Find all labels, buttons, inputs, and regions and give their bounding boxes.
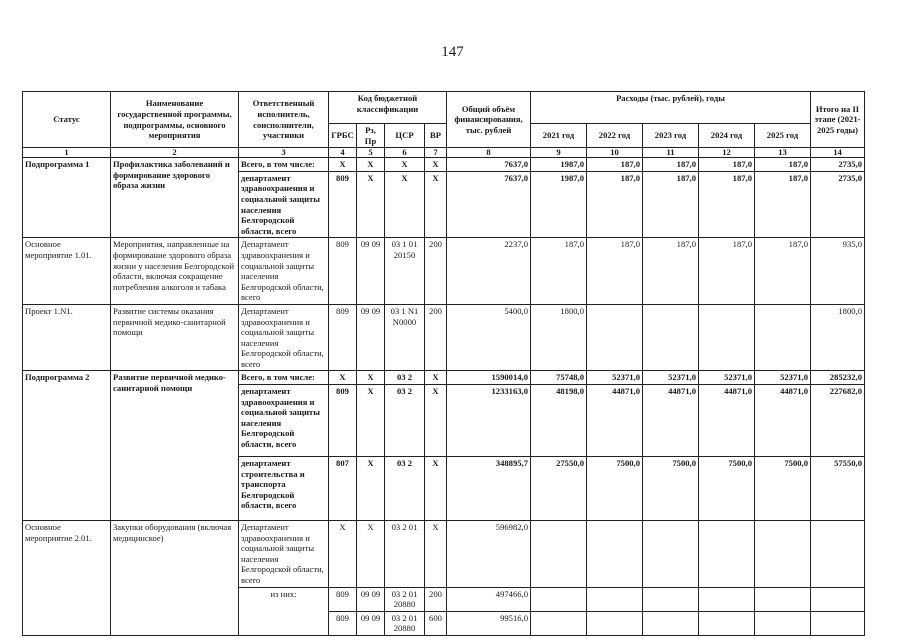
row-name: Закупки оборудования (включая медицинское) [111, 521, 239, 636]
budget-table [22, 91, 865, 636]
row-year-2022 [587, 521, 643, 588]
row-status: Проект 1.N1. [23, 304, 111, 371]
row-stage-total: 227682,0 [811, 385, 865, 457]
row-year-2022: 7500,0 [587, 457, 643, 521]
column-number: 5 [357, 148, 385, 158]
row-grbs: 809 [329, 304, 357, 371]
row-year-2021: 75748,0 [531, 371, 587, 385]
row-rzpr: X [357, 521, 385, 588]
row-vr: X [425, 171, 447, 238]
row-executor: Департамент здравоохранения и социальной защиты населения Белгородской области, всего [239, 521, 329, 588]
row-total: 2237,0 [447, 238, 531, 305]
row-year-2024: 187,0 [699, 238, 755, 305]
row-stage-total [811, 611, 865, 635]
row-csr: 03 1 01 20150 [385, 238, 425, 305]
row-status: Основное мероприятие 1.01. [23, 238, 111, 305]
row-vr: 200 [425, 304, 447, 371]
row-grbs: X [329, 371, 357, 385]
row-year-2025 [755, 521, 811, 588]
column-number: 8 [447, 148, 531, 158]
row-vr: X [425, 158, 447, 172]
row-year-2023: 187,0 [643, 158, 699, 172]
row-grbs: 809 [329, 611, 357, 635]
column-number: 11 [643, 148, 699, 158]
column-number: 6 [385, 148, 425, 158]
header-executor: Ответственный исполнитель, соисполнители, участники [239, 92, 329, 148]
row-year-2024 [699, 587, 755, 611]
header-status: Статус [23, 92, 111, 148]
row-year-2024 [699, 611, 755, 635]
header-rzpr: Рз, Пр [357, 124, 385, 148]
row-csr: 03 2 [385, 371, 425, 385]
row-year-2024 [699, 521, 755, 588]
row-rzpr: X [357, 457, 385, 521]
row-vr: X [425, 371, 447, 385]
page-number: 147 [441, 44, 464, 60]
row-year-2023: 187,0 [643, 238, 699, 305]
row-total: 5400,0 [447, 304, 531, 371]
row-year-2023: 52371,0 [643, 371, 699, 385]
row-stage-total [811, 521, 865, 588]
row-csr: X [385, 158, 425, 172]
column-number: 7 [425, 148, 447, 158]
row-total: 1233163,0 [447, 385, 531, 457]
row-rzpr: X [357, 158, 385, 172]
row-executor: департамент здравоохранения и социальной защиты населения Белгородской области, всего [239, 171, 329, 238]
row-year-2021: 187,0 [531, 238, 587, 305]
row-year-2024 [699, 304, 755, 371]
column-number: 14 [811, 148, 865, 158]
row-year-2025: 187,0 [755, 238, 811, 305]
row-total: 99516,0 [447, 611, 531, 635]
row-year-2025 [755, 611, 811, 635]
header-year-2021: 2021 год [531, 124, 587, 148]
row-year-2023 [643, 611, 699, 635]
row-year-2023: 44871,0 [643, 385, 699, 457]
header-year-2024: 2024 год [699, 124, 755, 148]
row-csr: X [385, 171, 425, 238]
row-csr: 03 2 01 20880 [385, 611, 425, 635]
row-year-2021: 48198,0 [531, 385, 587, 457]
row-rzpr: 09 09 [357, 611, 385, 635]
row-year-2022 [587, 587, 643, 611]
row-year-2023: 7500,0 [643, 457, 699, 521]
row-vr: 200 [425, 238, 447, 305]
row-vr: X [425, 457, 447, 521]
row-csr: 03 2 01 [385, 521, 425, 588]
row-executor: Департамент здравоохранения и социальной защиты населения Белгородской области, всего [239, 238, 329, 305]
row-year-2024: 52371,0 [699, 371, 755, 385]
header-grbs: ГРБС [329, 124, 357, 148]
header-year-2025: 2025 год [755, 124, 811, 148]
row-year-2025: 187,0 [755, 171, 811, 238]
row-rzpr: X [357, 171, 385, 238]
row-grbs: X [329, 158, 357, 172]
row-year-2023 [643, 521, 699, 588]
row-csr: 03 2 [385, 385, 425, 457]
row-stage-total: 285232,0 [811, 371, 865, 385]
row-year-2021: 1987,0 [531, 158, 587, 172]
row-csr: 03 2 [385, 457, 425, 521]
row-year-2021 [531, 521, 587, 588]
row-grbs: 807 [329, 457, 357, 521]
column-number: 10 [587, 148, 643, 158]
row-year-2025: 7500,0 [755, 457, 811, 521]
row-year-2021: 1800,0 [531, 304, 587, 371]
row-rzpr: 09 09 [357, 304, 385, 371]
row-rzpr: 09 09 [357, 238, 385, 305]
row-year-2024: 44871,0 [699, 385, 755, 457]
header-vr: ВР [425, 124, 447, 148]
row-year-2025: 44871,0 [755, 385, 811, 457]
row-year-2022 [587, 611, 643, 635]
row-vr: X [425, 521, 447, 588]
column-number: 13 [755, 148, 811, 158]
row-year-2021: 1987,0 [531, 171, 587, 238]
row-total: 596982,0 [447, 521, 531, 588]
column-number: 9 [531, 148, 587, 158]
row-vr: 200 [425, 587, 447, 611]
row-year-2025: 52371,0 [755, 371, 811, 385]
row-year-2025 [755, 587, 811, 611]
header-total: Общий объём финансирования, тыс. рублей [447, 92, 531, 148]
row-status: Подпрограмма 1 [23, 158, 111, 238]
row-total: 497466,0 [447, 587, 531, 611]
row-year-2023 [643, 304, 699, 371]
row-executor: департамент строительства и транспорта Белгородской области, всего [239, 457, 329, 521]
row-status: Подпрограмма 2 [23, 371, 111, 521]
row-grbs: 809 [329, 171, 357, 238]
column-number: 12 [699, 148, 755, 158]
header-budget-code: Код бюджетной классификации [329, 92, 447, 124]
row-year-2023: 187,0 [643, 171, 699, 238]
header-program-name: Наименование государственной программы, подпрограммы, основного мероприятия [111, 92, 239, 148]
row-name: Профилактика заболеваний и формирование здорового образа жизни [111, 158, 239, 238]
row-year-2022: 187,0 [587, 171, 643, 238]
row-year-2022: 187,0 [587, 238, 643, 305]
row-year-2022: 52371,0 [587, 371, 643, 385]
row-year-2024: 7500,0 [699, 457, 755, 521]
row-grbs: X [329, 521, 357, 588]
column-number: 1 [23, 148, 111, 158]
column-number: 4 [329, 148, 357, 158]
row-year-2022: 44871,0 [587, 385, 643, 457]
row-name: Мероприятия, направленные на формирование здорового образа жизни у населения Белгородской области, включая сокращение потребления алкоголя и табака [111, 238, 239, 305]
row-stage-total [811, 587, 865, 611]
row-executor: из них: [239, 587, 329, 635]
row-executor: Департамент здравоохранения и социальной защиты населения Белгородской области, всего [239, 304, 329, 371]
row-year-2022 [587, 304, 643, 371]
row-stage-total: 2735,0 [811, 158, 865, 172]
row-rzpr: 09 09 [357, 587, 385, 611]
row-csr: 03 2 01 20880 [385, 587, 425, 611]
row-year-2021 [531, 587, 587, 611]
row-executor: департамент здравоохранения и социальной защиты населения Белгородской области, всего [239, 385, 329, 457]
row-csr: 03 1 N1 N0000 [385, 304, 425, 371]
row-year-2025 [755, 304, 811, 371]
row-stage-total: 57550,0 [811, 457, 865, 521]
row-year-2023 [643, 587, 699, 611]
row-executor: Всего, в том числе: [239, 158, 329, 172]
row-grbs: 809 [329, 238, 357, 305]
column-number: 2 [111, 148, 239, 158]
row-stage-total: 935,0 [811, 238, 865, 305]
row-year-2022: 187,0 [587, 158, 643, 172]
header-csr: ЦСР [385, 124, 425, 148]
row-year-2025: 187,0 [755, 158, 811, 172]
row-stage-total: 1800,0 [811, 304, 865, 371]
row-executor: Всего, в том числе: [239, 371, 329, 385]
column-number: 3 [239, 148, 329, 158]
row-grbs: 809 [329, 385, 357, 457]
row-stage-total: 2735,0 [811, 171, 865, 238]
row-total: 7637,0 [447, 171, 531, 238]
row-year-2021 [531, 611, 587, 635]
row-rzpr: X [357, 371, 385, 385]
row-year-2024: 187,0 [699, 171, 755, 238]
row-name: Развитие системы оказания первичной медико-санитарной помощи [111, 304, 239, 371]
row-status: Основное мероприятие 2.01. [23, 521, 111, 636]
row-name: Развитие первичной медико-санитарной помощи [111, 371, 239, 521]
row-total: 348895,7 [447, 457, 531, 521]
row-year-2024: 187,0 [699, 158, 755, 172]
row-grbs: 809 [329, 587, 357, 611]
header-year-2022: 2022 год [587, 124, 643, 148]
header-year-2023: 2023 год [643, 124, 699, 148]
row-total: 1590014,0 [447, 371, 531, 385]
row-year-2021: 27550,0 [531, 457, 587, 521]
row-total: 7637,0 [447, 158, 531, 172]
row-vr: X [425, 385, 447, 457]
row-rzpr: X [357, 385, 385, 457]
header-stage-total: Итого на II этапе (2021-2025 годы) [811, 92, 865, 148]
header-expenses: Расходы (тыс. рублей), годы [531, 92, 811, 124]
row-vr: 600 [425, 611, 447, 635]
